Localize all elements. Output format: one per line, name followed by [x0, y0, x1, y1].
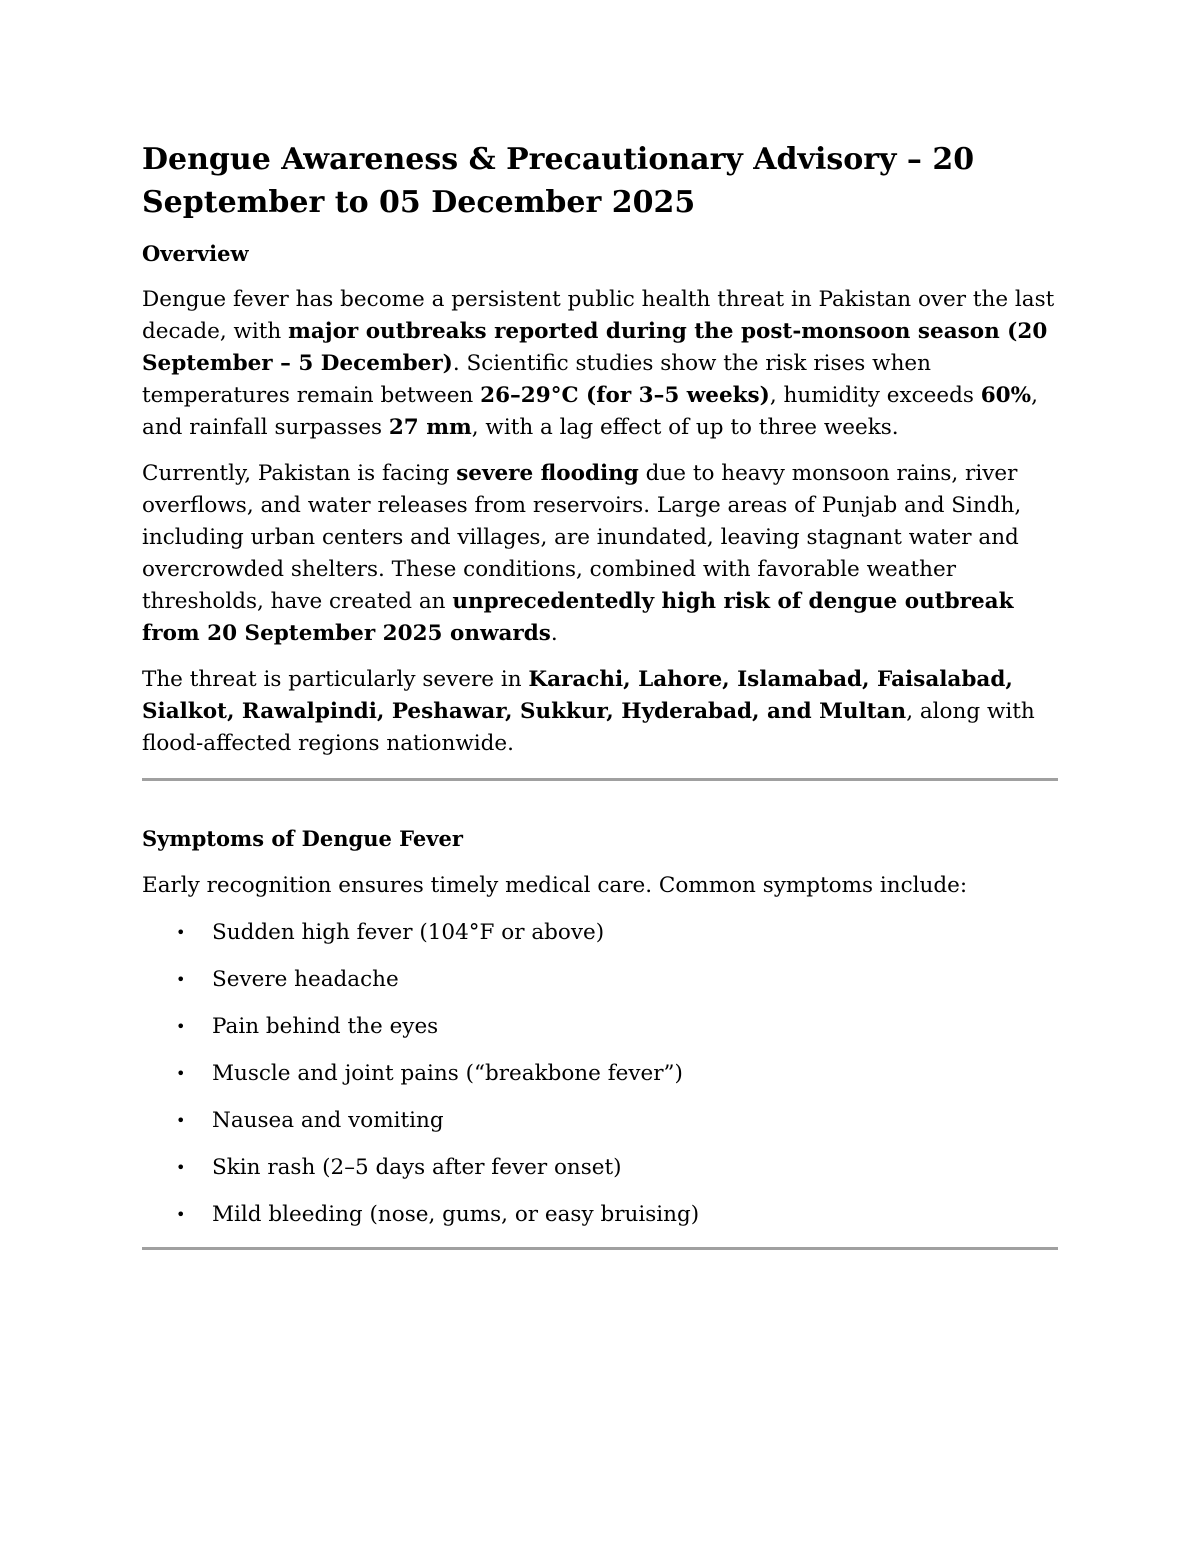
text-run: due to heavy monsoon rains, river overflows, and water releases from reservoirs. Large areas of Punjab and Sindh, including urban centers and villages, are inundated, leaving stagnant water and overcrowded shelters. These conditions, combined with favorable weather thresholds, have created an	[142, 461, 1022, 614]
list-item	[142, 1058, 1058, 1090]
text-run: , with a lag effect of up to three weeks.	[471, 415, 899, 440]
symptoms-list	[142, 917, 1058, 1231]
list-item	[142, 1199, 1058, 1231]
bold-text-run: 26–29°C (for 3–5 weeks)	[480, 383, 770, 408]
bullet-icon: •	[176, 923, 186, 942]
text-run: .	[550, 621, 558, 646]
text-run: , along with flood-affected regions nationwide.	[142, 699, 1035, 756]
text-run: Currently, Pakistan is facing	[142, 461, 457, 486]
bold-text-run: 27 mm	[388, 415, 472, 440]
overview-paragraph-2	[142, 458, 1058, 650]
bullet-icon: •	[176, 1017, 186, 1036]
list-item-text: Sudden high fever (104°F or above)	[212, 920, 605, 945]
bold-text-run: 60%	[980, 383, 1032, 408]
text-run: Dengue fever has become a persistent public health threat in Pakistan over the last decade, with	[142, 287, 1055, 344]
list-item-text: Pain behind the eyes	[212, 1014, 439, 1039]
bold-text-run: major outbreaks reported during the post-monsoon season (20 September – 5 December)	[142, 319, 1048, 376]
bullet-icon: •	[176, 1205, 186, 1224]
list-item	[142, 917, 1058, 949]
overview-heading: Overview	[142, 241, 249, 266]
list-item-text: Muscle and joint pains (“breakbone fever”)	[212, 1061, 683, 1086]
symptoms-heading: Symptoms of Dengue Fever	[142, 826, 463, 851]
overview-paragraph-3	[142, 664, 1058, 760]
list-item-text: Mild bleeding (nose, gums, or easy bruising)	[212, 1202, 700, 1227]
list-item	[142, 964, 1058, 996]
text-run: , humidity exceeds	[769, 383, 981, 408]
section-divider	[142, 778, 1058, 781]
bullet-icon: •	[176, 1064, 186, 1083]
text-run: . Scientific studies show the risk rises when temperatures remain between	[142, 351, 931, 408]
bullet-icon: •	[176, 1158, 186, 1177]
list-item	[142, 1152, 1058, 1184]
text-run: , and rainfall surpasses	[142, 383, 1038, 440]
bullet-icon: •	[176, 1111, 186, 1130]
overview-paragraph-1	[142, 284, 1058, 444]
list-item	[142, 1011, 1058, 1043]
list-item-text: Severe headache	[212, 967, 399, 992]
symptoms-intro: Early recognition ensures timely medical care. Common symptoms include:	[142, 873, 968, 898]
list-item-text: Nausea and vomiting	[212, 1108, 444, 1133]
section-divider	[142, 1247, 1058, 1250]
list-item	[142, 1105, 1058, 1137]
bold-text-run: severe flooding	[456, 461, 639, 486]
document-title: Dengue Awareness & Precautionary Advisory – 20 September to 05 December 2025	[142, 142, 975, 220]
bold-text-run: Karachi, Lahore, Islamabad, Faisalabad, Sialkot, Rawalpindi, Peshawar, Sukkur, Hyderabad, and Multan	[142, 667, 1013, 724]
text-run: The threat is particularly severe in	[142, 667, 529, 692]
document-page	[142, 138, 1058, 1250]
bullet-icon: •	[176, 970, 186, 989]
bold-text-run: unprecedentedly high risk of dengue outbreak from 20 September 2025 onwards	[142, 589, 1014, 646]
list-item-text: Skin rash (2–5 days after fever onset)	[212, 1155, 622, 1180]
